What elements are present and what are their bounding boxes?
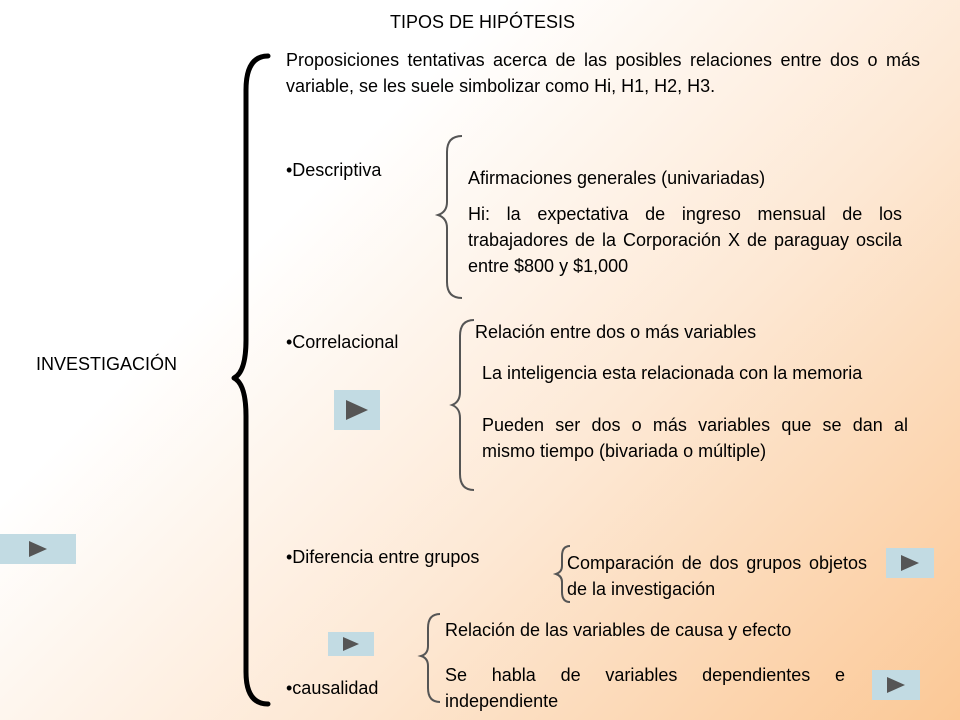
- nav-next-button-variables[interactable]: [872, 670, 920, 700]
- correlacional-detail-1: Relación entre dos o más variables: [475, 322, 757, 342]
- grupos-detail-1: Comparación de dos grupos objetos de la investigación: [567, 553, 867, 599]
- main-brace: [234, 56, 268, 704]
- nav-next-button-grupos[interactable]: [886, 548, 934, 578]
- descriptiva-brace: [438, 136, 462, 298]
- root-concept: INVESTIGACIÓN: [36, 354, 178, 374]
- definition-text: Proposiciones tentativas acerca de las posibles relaciones entre dos o más variable, se les suele simbolizar como Hi, H1, H2, H3.: [286, 50, 920, 96]
- causalidad-detail-2: Se habla de variables dependientes e independiente: [445, 665, 845, 711]
- causalidad-brace: [421, 614, 440, 702]
- descriptiva-detail-1: Afirmaciones generales (univariadas): [468, 168, 766, 188]
- type-causalidad: •causalidad: [286, 678, 379, 698]
- correlacional-detail-2: Pueden ser dos o más variables que se dan al mismo tiempo (bivariada o múltiple): [482, 415, 908, 461]
- correlacional-brace: [452, 320, 474, 490]
- nav-next-button-root[interactable]: [0, 534, 76, 564]
- play-arrow-icon: [886, 676, 906, 694]
- causalidad-detail-1: Relación de las variables de causa y efecto: [445, 620, 792, 640]
- descriptiva-example: Hi: la expectativa de ingreso mensual de los trabajadores de la Corporación X de paraguay oscila entre $800 y $1,000: [468, 204, 902, 276]
- play-arrow-icon: [28, 540, 48, 558]
- type-descriptiva: •Descriptiva: [286, 160, 382, 180]
- nav-next-button-causalidad[interactable]: [328, 632, 374, 656]
- page-title: TIPOS DE HIPÓTESIS: [390, 12, 576, 32]
- correlacional-example: La inteligencia esta relacionada con la memoria: [482, 363, 863, 383]
- type-correlacional: •Correlacional: [286, 332, 399, 352]
- play-arrow-icon: [342, 636, 360, 652]
- type-diferencia-grupos: •Diferencia entre grupos: [286, 547, 480, 567]
- play-arrow-icon: [900, 554, 920, 572]
- nav-next-button-correlacional[interactable]: [334, 390, 380, 430]
- play-arrow-icon: [344, 399, 370, 421]
